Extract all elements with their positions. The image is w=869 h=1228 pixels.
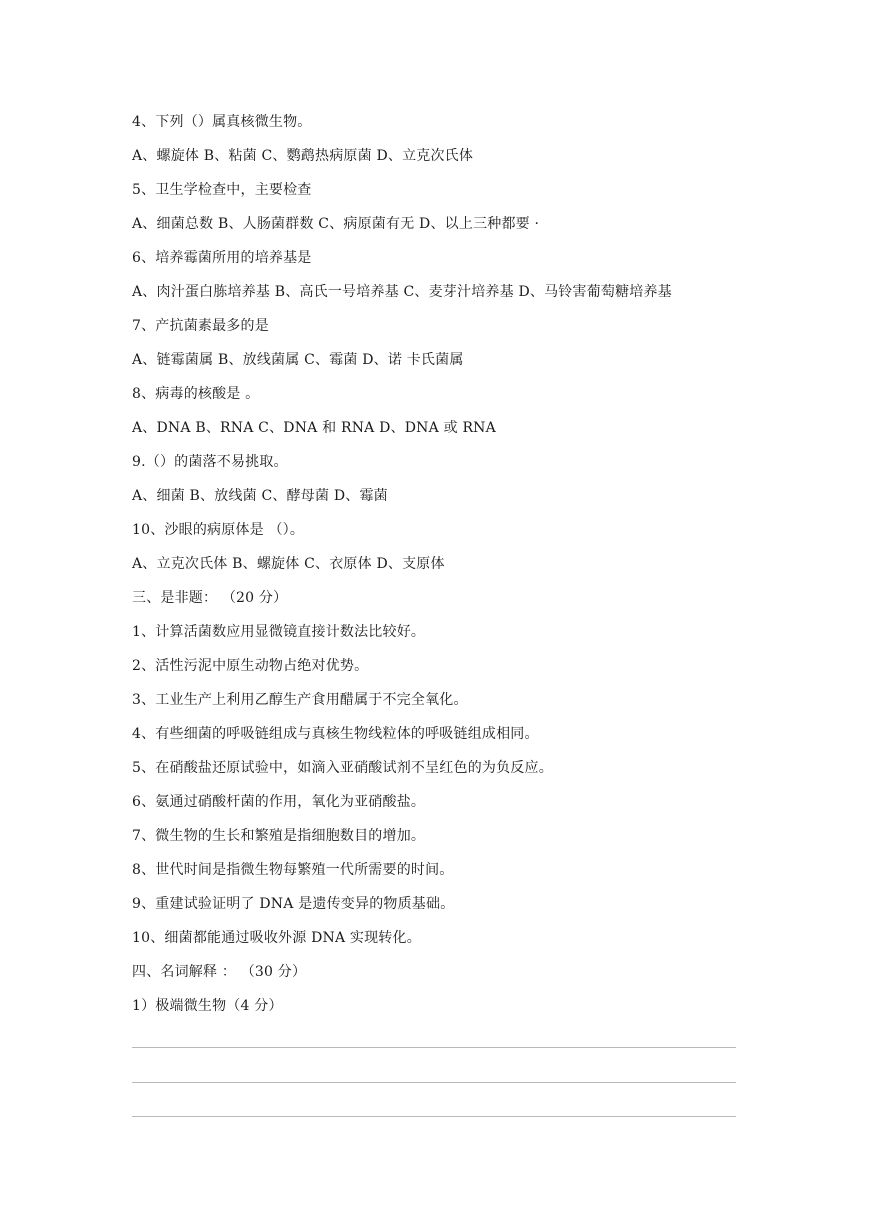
true-false-item: 9、重建试验证明了 DNA 是遗传变异的物质基础。 bbox=[132, 896, 455, 912]
question-5-options: A、细菌总数 B、人肠菌群数 C、病原菌有无 D、以上三种都要 · bbox=[132, 216, 540, 232]
question-9: 9.（）的菌落不易挑取。 bbox=[132, 454, 288, 470]
question-10: 10、沙眼的病原体是 （）。 bbox=[132, 522, 305, 538]
true-false-item: 1、计算活菌数应用显微镜直接计数法比较好。 bbox=[132, 624, 426, 640]
question-8: 8、病毒的核酸是 。 bbox=[132, 386, 260, 402]
true-false-item: 2、活性污泥中原生动物占绝对优势。 bbox=[132, 658, 369, 674]
question-4: 4、下列（）属真核微生物。 bbox=[132, 114, 312, 130]
answer-line bbox=[132, 1116, 736, 1151]
question-10-options: A、立克次氏体 B、螺旋体 C、衣原体 D、支原体 bbox=[132, 556, 445, 572]
question-7-options: A、链霉菌属 B、放线菌属 C、霉菌 D、诺 卡氏菌属 bbox=[132, 352, 464, 368]
answer-line bbox=[132, 1082, 736, 1117]
section-true-false-heading: 三、是非题： （20 分） bbox=[132, 590, 288, 606]
true-false-item: 8、世代时间是指微生物每繁殖一代所需要的时间。 bbox=[132, 862, 454, 878]
true-false-item: 5、在硝酸盐还原试验中，如滴入亚硝酸试剂不呈红色的为负反应。 bbox=[132, 760, 553, 776]
question-4-options: A、螺旋体 B、粘菌 C、鹦鹉热病原菌 D、立克次氏体 bbox=[132, 148, 474, 164]
question-7: 7、产抗菌素最多的是 bbox=[132, 318, 269, 334]
definition-item: 1）极端微生物（4 分） bbox=[132, 998, 283, 1014]
answer-area bbox=[132, 1047, 736, 1151]
true-false-item: 6、氨通过硝酸杆菌的作用，氧化为亚硝酸盐。 bbox=[132, 794, 426, 810]
question-8-options: A、DNA B、RNA C、DNA 和 RNA D、DNA 或 RNA bbox=[132, 420, 496, 436]
true-false-item: 3、工业生产上利用乙醇生产食用醋属于不完全氧化。 bbox=[132, 692, 468, 708]
true-false-item: 7、微生物的生长和繁殖是指细胞数目的增加。 bbox=[132, 828, 426, 844]
true-false-item: 10、细菌都能通过吸收外源 DNA 实现转化。 bbox=[132, 930, 421, 946]
question-9-options: A、细菌 B、放线菌 C、酵母菌 D、霉菌 bbox=[132, 488, 388, 504]
question-6-options: A、肉汁蛋白胨培养基 B、高氏一号培养基 C、麦芽汁培养基 D、马铃害葡萄糖培养基 bbox=[132, 284, 672, 300]
true-false-item: 4、有些细菌的呼吸链组成与真核生物线粒体的呼吸链组成相同。 bbox=[132, 726, 539, 742]
section-definitions-heading: 四、名词解释 ： （30 分） bbox=[132, 964, 307, 980]
answer-line bbox=[132, 1047, 736, 1082]
question-text-block bbox=[132, 108, 752, 1026]
question-5: 5、卫生学检查中，主要检查 bbox=[132, 182, 312, 198]
question-6: 6、培养霉菌所用的培养基是 bbox=[132, 250, 312, 266]
